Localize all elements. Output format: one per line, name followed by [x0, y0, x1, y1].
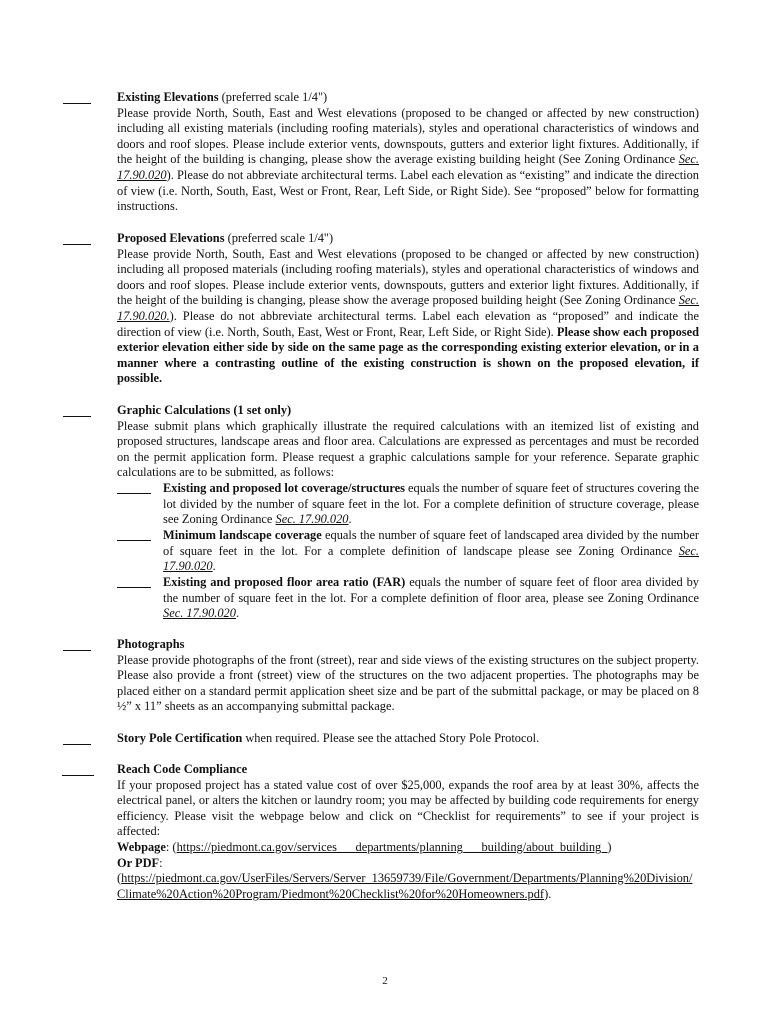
webpage-close-paren: ) — [607, 839, 612, 854]
pdf-close-paren: ). — [544, 886, 552, 901]
proposed-elevations-text: Please provide North, South, East and West elevations (proposed to be changed or affected by new construction) including all proposed materials (including roofing materials), styles and operational characteristics of windows and doors and roof slopes. Please include exterior vents, downspouts, gutters and exterior light fixtures. Additionally, if the height of the building is changing, please show the average proposed building height (See Zoning Ordinance — [117, 246, 699, 308]
zoning-ordinance-link[interactable]: Sec. 17.90.020 — [275, 512, 349, 527]
checkbox-blank-line[interactable] — [63, 744, 91, 745]
zoning-ordinance-link[interactable]: Sec. 17.90.020. — [117, 293, 699, 323]
checkbox-blank-line[interactable] — [117, 493, 151, 494]
proposed-elevations-scale: (preferred scale 1/4") — [224, 231, 334, 245]
proposed-elevations-title: Proposed Elevations — [117, 231, 225, 245]
zoning-ordinance-link[interactable]: Sec. 17.90.020 — [163, 606, 236, 621]
graphic-calculations-title: Graphic Calculations (1 set only) — [117, 403, 292, 417]
photographs-text: Please provide photographs of the front (street), rear and side views of the existing structures on the subject property. Please also provide a front (street) view of the structures on the two adjacent properties. The photographs may be placed either on a standard permit application sheet size and be part of the submittal package, or may be placed on 8 ½” x 11” sheets as an accompanying submittal package. — [117, 652, 699, 714]
graphic-calculations-body — [117, 403, 699, 481]
zoning-ordinance-link[interactable]: Sec. 17.90.020 — [117, 152, 699, 182]
photographs-title: Photographs — [117, 637, 185, 651]
story-pole-text: when required. Please see the attached Story Pole Protocol. — [242, 731, 540, 745]
story-pole-body — [117, 731, 699, 747]
existing-elevations-body — [117, 90, 699, 215]
checkbox-blank-line[interactable] — [63, 244, 91, 245]
webpage-label: Webpage — [117, 839, 166, 854]
floor-area-ratio-end: . — [235, 606, 240, 621]
existing-elevations-text: Please provide North, South, East and West elevations (proposed to be changed or affected by new construction) including all existing materials (including roofing materials), styles and operational characteristics of windows and doors and roof slopes. Please include exterior vents, downspouts, gutters and exterior light fixtures. Additionally, if the height of the building is changing, please show the average existing building height (See Zoning Ordinance — [117, 105, 699, 167]
checkbox-blank-line[interactable] — [63, 103, 91, 104]
webpage-open-paren: : ( — [165, 839, 177, 854]
proposed-elevations-body — [117, 231, 699, 387]
lot-coverage-title: Existing and proposed lot coverage/structures — [163, 481, 405, 495]
reach-code-title: Reach Code Compliance — [117, 762, 248, 776]
reach-code-text: If your proposed project has a stated value cost of over $25,000, expands the roof area by at least 30%, affects the electrical panel, or alters the kitchen or laundry room; you may be affected by building code requirements for energy efficiency. Please visit the webpage below and click on “Checklist for requirements” to see if your project is affected: — [117, 777, 699, 839]
existing-elevations-scale: (preferred scale 1/4") — [218, 90, 328, 104]
floor-area-ratio-text: equals the number of square feet of floor area divided by the number of square feet in the lot. For a complete definition of floor area, please see Zoning Ordinance — [163, 575, 700, 605]
pdf-link[interactable]: https://piedmont.ca.gov/UserFiles/Servers/Server_13659739/File/Government/Departments/Planning%20Division/Climate%20Action%20Program/Piedmont%20Checklist%20for%20Homeowners.pdf — [117, 871, 693, 901]
pdf-colon: : — [159, 855, 163, 870]
reach-code-body — [117, 762, 699, 902]
checkbox-blank-line[interactable] — [117, 540, 151, 541]
checkbox-blank-line[interactable] — [63, 416, 91, 417]
existing-elevations-text-2: ). Please do not abbreviate architectural terms. Label each elevation as “existing” and indicate the direction of view (i.e. North, South, East, West or Front, Rear, Left Side, or Right Side). See “proposed” below for formatting instructions. — [117, 167, 699, 214]
graphic-calculations-text: Please submit plans which graphically illustrate the required calculations with an itemized list of existing and proposed structures, landscape areas and floor area. Calculations are expressed as percentages and must be recorded on the permit application form. Please request a graphic calculations sample for your reference. Separate graphic calculations are to be submitted, as follows: — [117, 418, 699, 480]
webpage-link[interactable]: https://piedmont.ca.gov/services___departments/planning___building/about_building_ — [176, 839, 608, 854]
proposed-elevations-bold-note: Please show each proposed exterior elevation either side by side on the same page as the corresponding existing exterior elevation, or in a manner where a contrasting outline of the existing construction is shown on the proposed elevation, if possible. — [117, 324, 699, 386]
landscape-coverage-text: equals the number of square feet of landscaped area divided by the number of square feet in the lot. For a complete definition of landscape please see Zoning Ordinance — [163, 528, 700, 558]
pdf-label: Or PDF — [117, 855, 160, 870]
landscape-coverage-end: . — [212, 559, 216, 574]
landscape-coverage-title: Minimum landscape coverage — [163, 528, 322, 542]
checkbox-blank-line[interactable] — [117, 587, 151, 588]
floor-area-ratio-title: Existing and proposed floor area ratio (FAR) — [163, 575, 406, 589]
lot-coverage-text: equals the number of square feet of structures covering the lot divided by the number of square feet in the lot. For a complete definition of structure coverage, please see Zoning Ordinance — [163, 481, 699, 527]
existing-elevations-title: Existing Elevations — [117, 90, 219, 104]
zoning-ordinance-link[interactable]: Sec. 17.90.020 — [163, 543, 699, 574]
lot-coverage-end: . — [348, 512, 352, 527]
story-pole-title: Story Pole Certification — [117, 731, 243, 745]
proposed-elevations-text-2: ). Please do not abbreviate architectural terms. Label each elevation as “proposed” and indicate the direction of view (i.e. North, South, East, West or Front, Rear, Left Side, or Right Side). — [117, 308, 699, 339]
photographs-body — [117, 637, 699, 715]
pdf-open-paren: ( — [117, 871, 122, 886]
checkbox-blank-line[interactable] — [62, 775, 94, 776]
page-number: 2 — [382, 975, 388, 987]
checkbox-blank-line[interactable] — [63, 650, 91, 651]
